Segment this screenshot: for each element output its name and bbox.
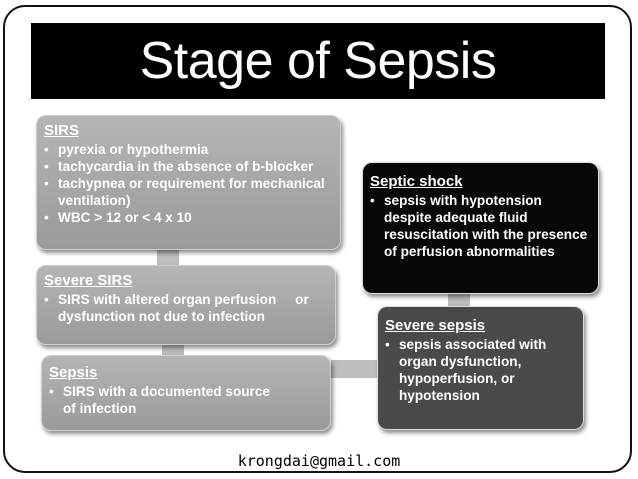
severe-sepsis-heading: Severe sepsis (385, 317, 486, 334)
sirs-list (44, 141, 334, 226)
list-item: • SIRS with altered organ perfusion or dysfunction not due to infection (44, 291, 329, 325)
sepsis-heading: Sepsis (49, 364, 98, 381)
sepsis-list (49, 383, 324, 417)
title-bar (31, 23, 605, 99)
sepsis-box (41, 355, 331, 431)
list-item: • sepsis associated with organ dysfunction, hypoperfusion, or hypotension (385, 336, 577, 404)
septic-shock-box (362, 162, 599, 294)
septic-shock-heading: Septic shock (370, 173, 463, 190)
connector-severe-sepsis-septic-shock (448, 292, 470, 306)
severe-sepsis-box (377, 306, 584, 430)
severe-sirs-box (36, 265, 336, 345)
list-item: • SIRS with a documented source of infection (49, 383, 324, 417)
list-item: • WBC > 12 or < 4 x 10 (44, 209, 334, 226)
slide-title: Stage of Sepsis (139, 32, 497, 90)
severe-sirs-heading: Severe SIRS (44, 272, 133, 289)
footer-email: krongdai@gmail.com (237, 452, 401, 470)
sirs-box (36, 115, 341, 250)
connector-sepsis-severe-sepsis (331, 360, 377, 378)
list-item: • sepsis with hypotension despite adequate fluid resuscitation with the presence of perfusion abnormalities (370, 192, 592, 260)
septic-shock-list (370, 192, 592, 260)
severe-sirs-list (44, 291, 329, 325)
list-item: • tachycardia in the absence of b-blocker (44, 158, 334, 175)
connector-sirs-severe-sirs (157, 249, 179, 266)
sirs-heading: SIRS (44, 122, 80, 139)
list-item: • pyrexia or hypothermia (44, 141, 334, 158)
severe-sepsis-list (385, 336, 577, 404)
list-item: • tachypnea or requirement for mechanical ventilation) (44, 175, 334, 209)
